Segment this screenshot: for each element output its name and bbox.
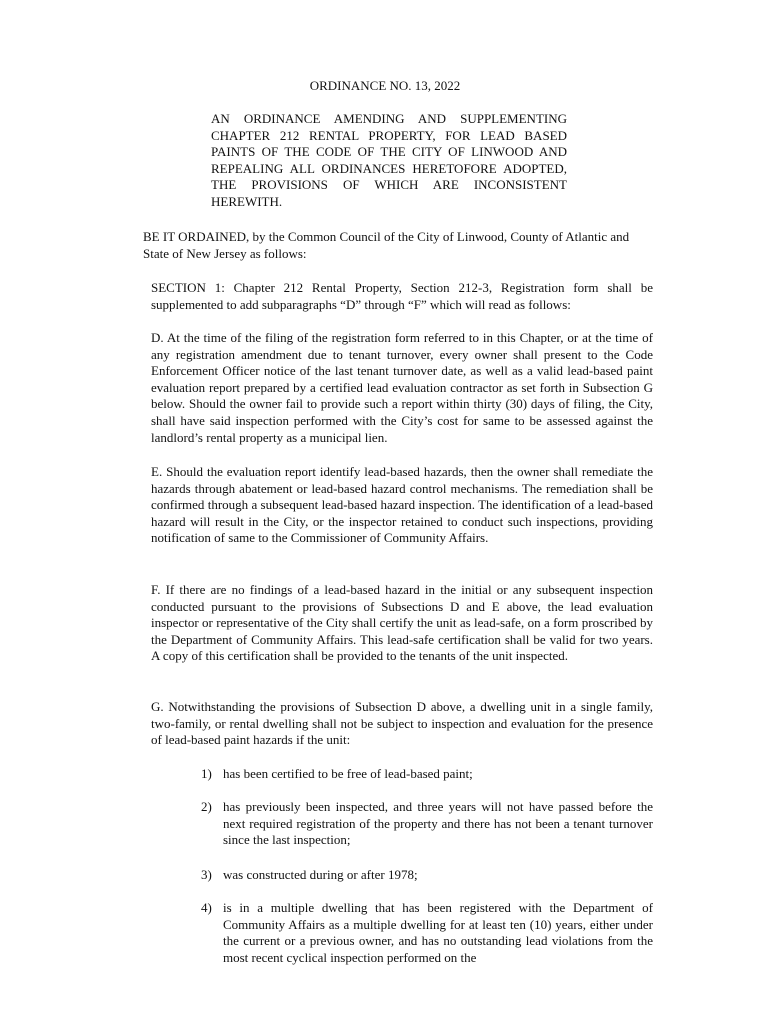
section-1: SECTION 1: Chapter 212 Rental Property, Section 212-3, Registration form shall be supplemented to add subparagraphs “D” through “F” which will read as follows:: [151, 280, 653, 312]
list-item: [201, 799, 653, 849]
ordinance-title: ORDINANCE NO. 13, 2022: [309, 78, 461, 93]
subparagraph-d: D. At the time of the filing of the registration form referred to in this Chapter, or at the time of any registration amendment due to tenant turnover, every owner shall present to the Code Enforcement Officer notice of the last tenant turnover date, as well as a valid lead-based paint evaluation report prepared by a certified lead evaluation contractor as set forth in Subsection G below. Should the owner fail to provide such a report within thirty (30) days of filing, the City, shall have said inspection performed with the City’s cost for same to be assessed against the landlord’s rental property as a municipal lien.: [151, 330, 653, 445]
list-item-number: 3): [201, 867, 212, 882]
subparagraph-g: G. Notwithstanding the provisions of Subsection D above, a dwelling unit in a single family, two-family, or rental dwelling shall not be subject to inspection and evaluation for the presence of lead-based paint hazards if the unit:: [151, 699, 653, 748]
list-item: [201, 900, 653, 966]
list-item-text: has been certified to be free of lead-based paint;: [223, 766, 473, 781]
list-item-number: 1): [201, 766, 212, 781]
subparagraph-f: F. If there are no findings of a lead-based hazard in the initial or any subsequent inspection conducted pursuant to the provisions of Subsections D and E above, the lead evaluation inspector or representative of the City shall certify the unit as lead-safe, on a form proscribed by the Department of Community Affairs. This lead-safe certification shall be valid for two years. A copy of this certification shall be provided to the tenants of the unit inspected.: [151, 582, 653, 664]
ordinance-caption: AN ORDINANCE AMENDING AND SUPPLEMENTING CHAPTER 212 RENTAL PROPERTY, FOR LEAD BASED PAINTS OF THE CODE OF THE CITY OF LINWOOD AND REPEALING ALL ORDINANCES HERETOFORE ADOPTED, THE PROVISIONS OF WHICH ARE INCONSISTENT HEREWITH.: [211, 111, 567, 209]
list-item: [201, 867, 653, 884]
enacting-clause: BE IT ORDAINED, by the Common Council of the City of Linwood, County of Atlantic and State of New Jersey as follows:: [143, 229, 630, 261]
list-item-number: 2): [201, 799, 212, 814]
list-item-text: was constructed during or after 1978;: [223, 867, 418, 882]
list-item-text: is in a multiple dwelling that has been registered with the Department of Community Affairs as a multiple dwelling for at least ten (10) years, either under the current or a previous owner, and has no outstanding lead violations from the most recent cyclical inspection performed on the: [223, 900, 653, 965]
list-item-number: 4): [201, 900, 212, 915]
list-item-text: has previously been inspected, and three years will not have passed before the next required registration of the property and there has not been a tenant turnover since the last inspection;: [223, 799, 653, 848]
list-item: [201, 766, 653, 783]
subparagraph-e: E. Should the evaluation report identify lead-based hazards, then the owner shall remediate the hazards through abatement or lead-based hazard control mechanisms. The remediation shall be confirmed through a subsequent lead-based hazard inspection. The identification of a lead-based hazard will result in the City, or the inspector retained to conduct such inspections, providing notification of same to the Commissioner of Community Affairs.: [151, 464, 653, 546]
